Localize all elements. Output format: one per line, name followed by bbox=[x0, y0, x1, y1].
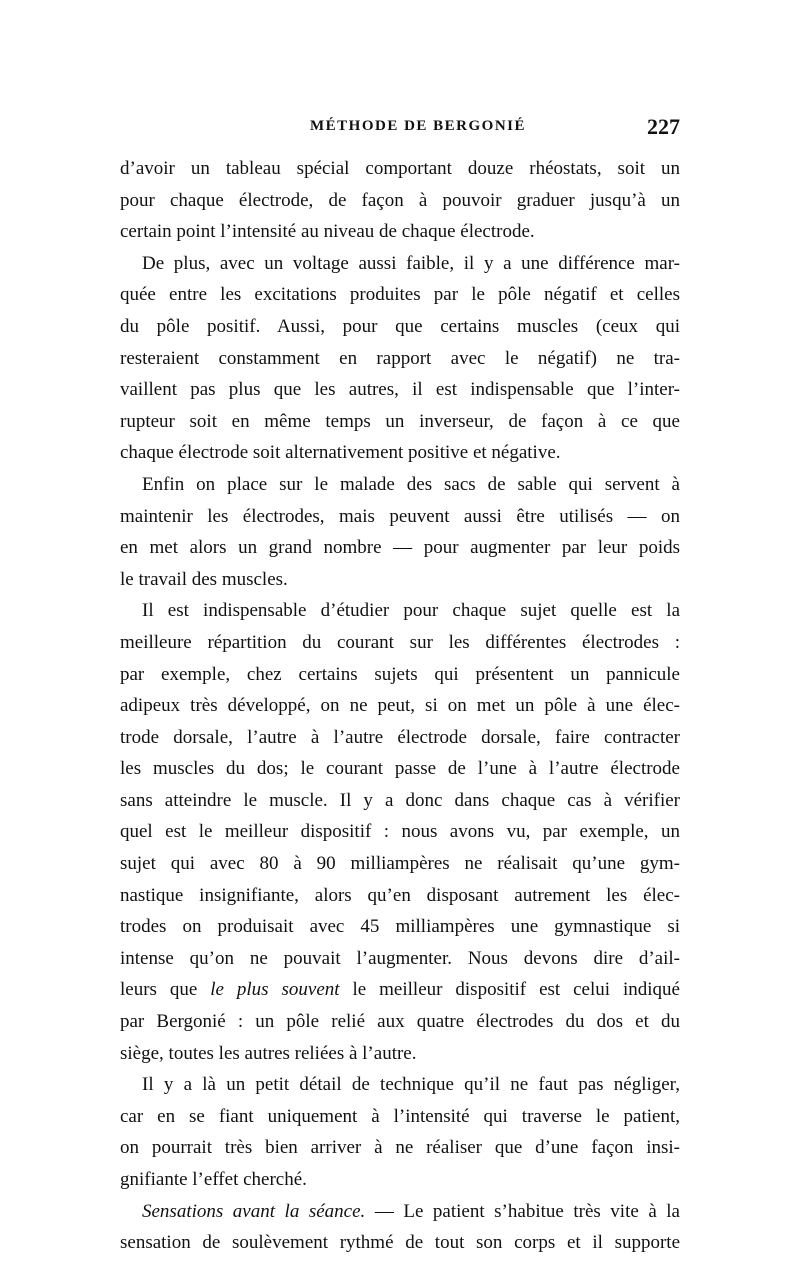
italic-phrase: le plus souvent bbox=[210, 979, 340, 1001]
text-line: sujet qui avec 80 à 90 milliampères ne réalisait qu’une gym- bbox=[120, 853, 680, 875]
text-line bbox=[120, 1196, 680, 1228]
text-segment: leurs que bbox=[120, 979, 211, 1001]
text-line: maintenir les électrodes, mais peuvent aussi être utilisés — on bbox=[120, 505, 680, 527]
text-line: vaillent pas plus que les autres, il est indispensable que l’inter- bbox=[120, 379, 680, 401]
text-line: rupteur soit en même temps un inverseur, de façon à ce que bbox=[120, 410, 680, 432]
text-line: quel est le meilleur dispositif : nous avons vu, par exemple, un bbox=[120, 821, 680, 843]
text-line: par exemple, chez certains sujets qui présentent un pannicule bbox=[120, 663, 680, 685]
text-line: par Bergonié : un pôle relié aux quatre électrodes du dos et du bbox=[120, 1011, 680, 1033]
text-line: sans atteindre le muscle. Il y a donc dans chaque cas à vérifier bbox=[120, 789, 680, 811]
text-line: adipeux très développé, on ne peut, si on met un pôle à une élec- bbox=[120, 695, 680, 717]
text-line: trode dorsale, l’autre à l’autre électrode dorsale, faire contracter bbox=[120, 726, 680, 748]
text-line: Il est indispensable d’étudier pour chaque sujet quelle est la bbox=[142, 600, 680, 622]
text-line: trodes on produisait avec 45 milliampères une gymnastique si bbox=[120, 916, 680, 938]
text-line: resteraient constamment en rapport avec le négatif) ne tra- bbox=[120, 347, 680, 369]
text-line: intense qu’on ne pouvait l’augmenter. Nous devons dire d’ail- bbox=[120, 947, 680, 969]
running-head: MÉTHODE DE BERGONIÉ bbox=[310, 118, 527, 134]
text-line: du pôle positif. Aussi, pour que certains muscles (ceux qui bbox=[120, 315, 680, 337]
text-line: nastique insignifiante, alors qu’en disposant autrement les élec- bbox=[120, 884, 680, 906]
text-line: quée entre les excitations produites par le pôle négatif et celles bbox=[120, 284, 680, 306]
text-line: Il y a là un petit détail de technique qu’il ne faut pas négliger, bbox=[142, 1074, 680, 1096]
text-line: De plus, avec un voltage aussi faible, il y a une différence mar- bbox=[142, 252, 680, 274]
text-segment: le meilleur dispositif est celui indiqué bbox=[339, 979, 680, 1001]
text-line: gnifiante l’effet cherché. bbox=[120, 1169, 307, 1190]
text-line: car en se fiant uniquement à l’intensité qui traverse le patient, bbox=[120, 1105, 680, 1127]
body-text bbox=[120, 153, 680, 1259]
text-line: meilleure répartition du courant sur les différentes électrodes : bbox=[120, 631, 680, 653]
text-line: les muscles du dos; le courant passe de l’une à l’autre électrode bbox=[120, 758, 680, 780]
text-line: certain point l’intensité au niveau de chaque électrode. bbox=[120, 221, 535, 243]
text-line: on pourrait très bien arriver à ne réaliser que d’une façon insi- bbox=[120, 1137, 680, 1159]
page-header bbox=[120, 114, 680, 144]
text-line: siège, toutes les autres reliées à l’autre. bbox=[120, 1042, 417, 1064]
text-line: le travail des muscles. bbox=[120, 568, 288, 590]
text-segment: — Le patient s’habitue très vite à la bbox=[365, 1200, 680, 1222]
text-line: chaque électrode soit alternativement positive et négative. bbox=[120, 442, 561, 464]
text-line: Enfin on place sur le malade des sacs de sable qui servent à bbox=[142, 473, 680, 495]
text-line: sensation de soulèvement rythmé de tout son corps et il supporte bbox=[120, 1232, 680, 1254]
section-heading-italic: Sensations avant la séance. bbox=[142, 1200, 366, 1222]
page-number: 227 bbox=[647, 114, 680, 139]
text-line: d’avoir un tableau spécial comportant douze rhéostats, soit un bbox=[120, 158, 680, 179]
text-line: en met alors un grand nombre — pour augmenter par leur poids bbox=[120, 537, 680, 559]
text-line bbox=[120, 974, 680, 1006]
text-line: pour chaque électrode, de façon à pouvoir graduer jusqu’à un bbox=[120, 189, 680, 211]
